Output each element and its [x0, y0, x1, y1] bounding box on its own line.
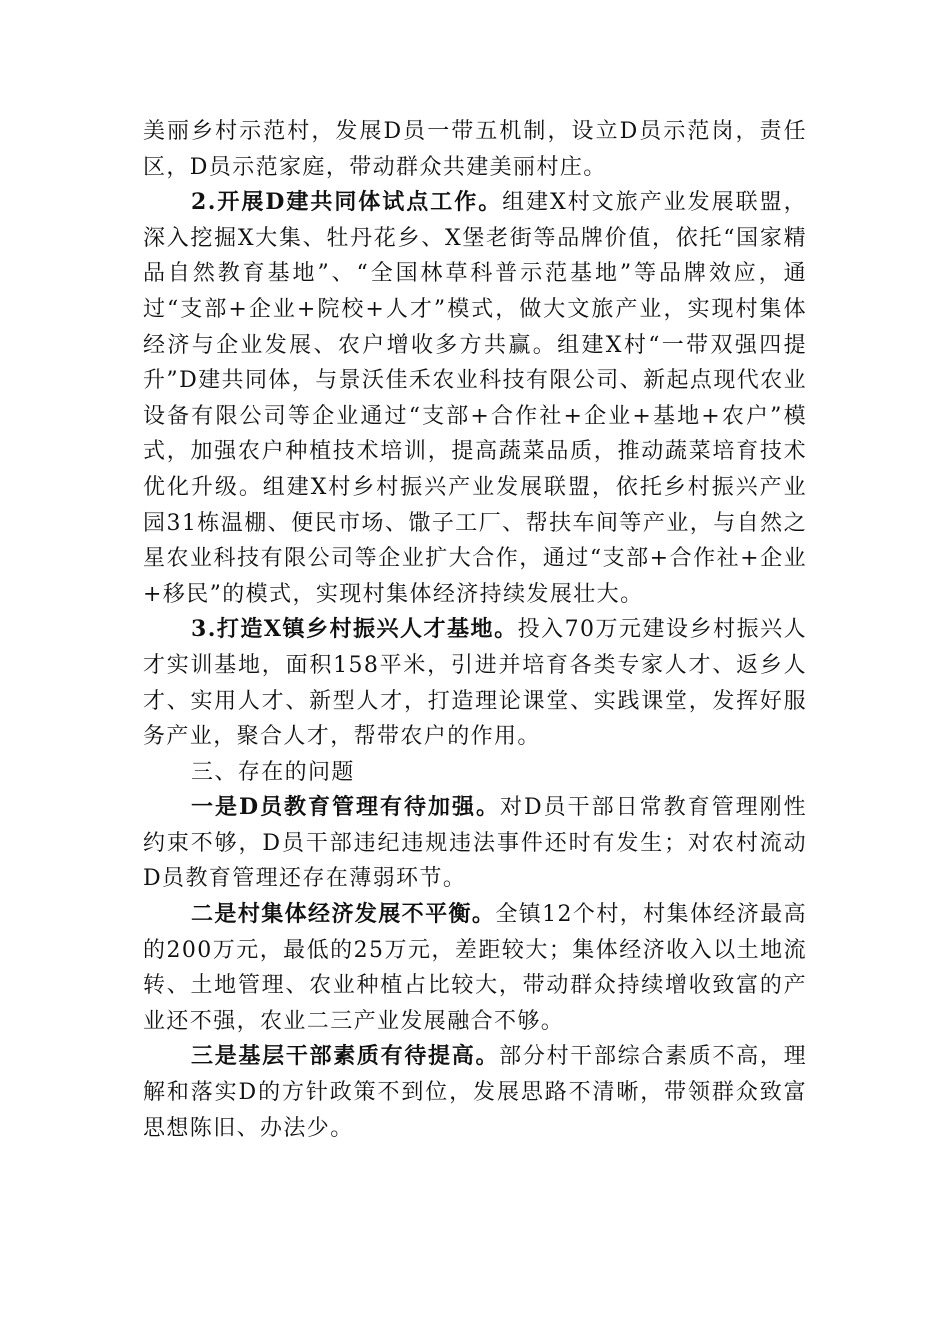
- paragraph-problem-economy: [143, 897, 807, 1039]
- document-body: [143, 114, 807, 1146]
- paragraph-text: 部分村干部综合素质不高，理解和落实D的方针政策不到位，发展思路不清晰，带领群众致富思想陈旧、办法少。: [143, 1044, 808, 1141]
- paragraph-heading: 二是村集体经济发展不平衡。: [191, 901, 496, 928]
- paragraph-heading: 一是D员教育管理有待加强。: [191, 794, 501, 821]
- paragraph-problem-education: [143, 790, 807, 897]
- paragraph-text: 组建X村文旅产业发展联盟，深入挖掘X大集、牡丹花乡、X堡老街等品牌价值，依托“国家精品自然教育基地”、“全国林草科普示范基地”等品牌效应，通过“支部+企业+院校+人才”模式，做大文旅产业，实现村集体经济与企业发展、农户增收多方共赢。组建X村“一带双强四提升”D建共同体，与景沃佳禾农业科技有限公司、新起点现代农业设备有限公司等企业通过“支部+合作社+企业+基地+农户”模式，加强农户种植技术培训，提高蔬菜品质，推动蔬菜培育技术优化升级。组建X村乡村振兴产业发展联盟，依托乡村振兴产业园31栋温棚、便民市场、馓子工厂、帮扶车间等产业，与自然之星农业科技有限公司等企业扩大合作，通过“支部+合作社+企业+移民”的模式，实现村集体经济持续发展壮大。: [143, 190, 807, 607]
- paragraph-talent-base: [143, 612, 807, 754]
- paragraph-problem-cadres: [143, 1039, 807, 1146]
- paragraph-heading: 3.打造X镇乡村振兴人才基地。: [191, 616, 518, 643]
- paragraph-heading: 2.开展D建共同体试点工作。: [191, 189, 503, 216]
- paragraph-party-building-community: [143, 185, 807, 612]
- paragraph-continuation: [143, 114, 807, 185]
- paragraph-heading: 三是基层干部素质有待提高。: [191, 1043, 500, 1070]
- paragraph-text: 全镇12个村，村集体经济最高的200万元，最低的25万元，差距较大；集体经济收入以土地流转、土地管理、农业种植占比较大，带动群众持续增收致富的产业还不强，农业二三产业发展融合不够。: [143, 902, 807, 1034]
- section-heading-text: 三、存在的问题: [191, 759, 355, 785]
- paragraph-text: 美丽乡村示范村，发展D员一带五机制，设立D员示范岗，责任区，D员示范家庭，带动群众共建美丽村庄。: [143, 119, 807, 180]
- section-heading-problems: [143, 755, 807, 791]
- paragraph-text: 投入70万元建设乡村振兴人才实训基地，面积158平米，引进并培育各类专家人才、返乡人才、实用人才、新型人才，打造理论课堂、实践课堂，发挥好服务产业，聚合人才，帮带农户的作用。: [143, 617, 807, 750]
- paragraph-text: 对D员干部日常教育管理刚性约束不够，D员干部违纪违规违法事件还时有发生；对农村流动D员教育管理还存在薄弱环节。: [143, 795, 807, 892]
